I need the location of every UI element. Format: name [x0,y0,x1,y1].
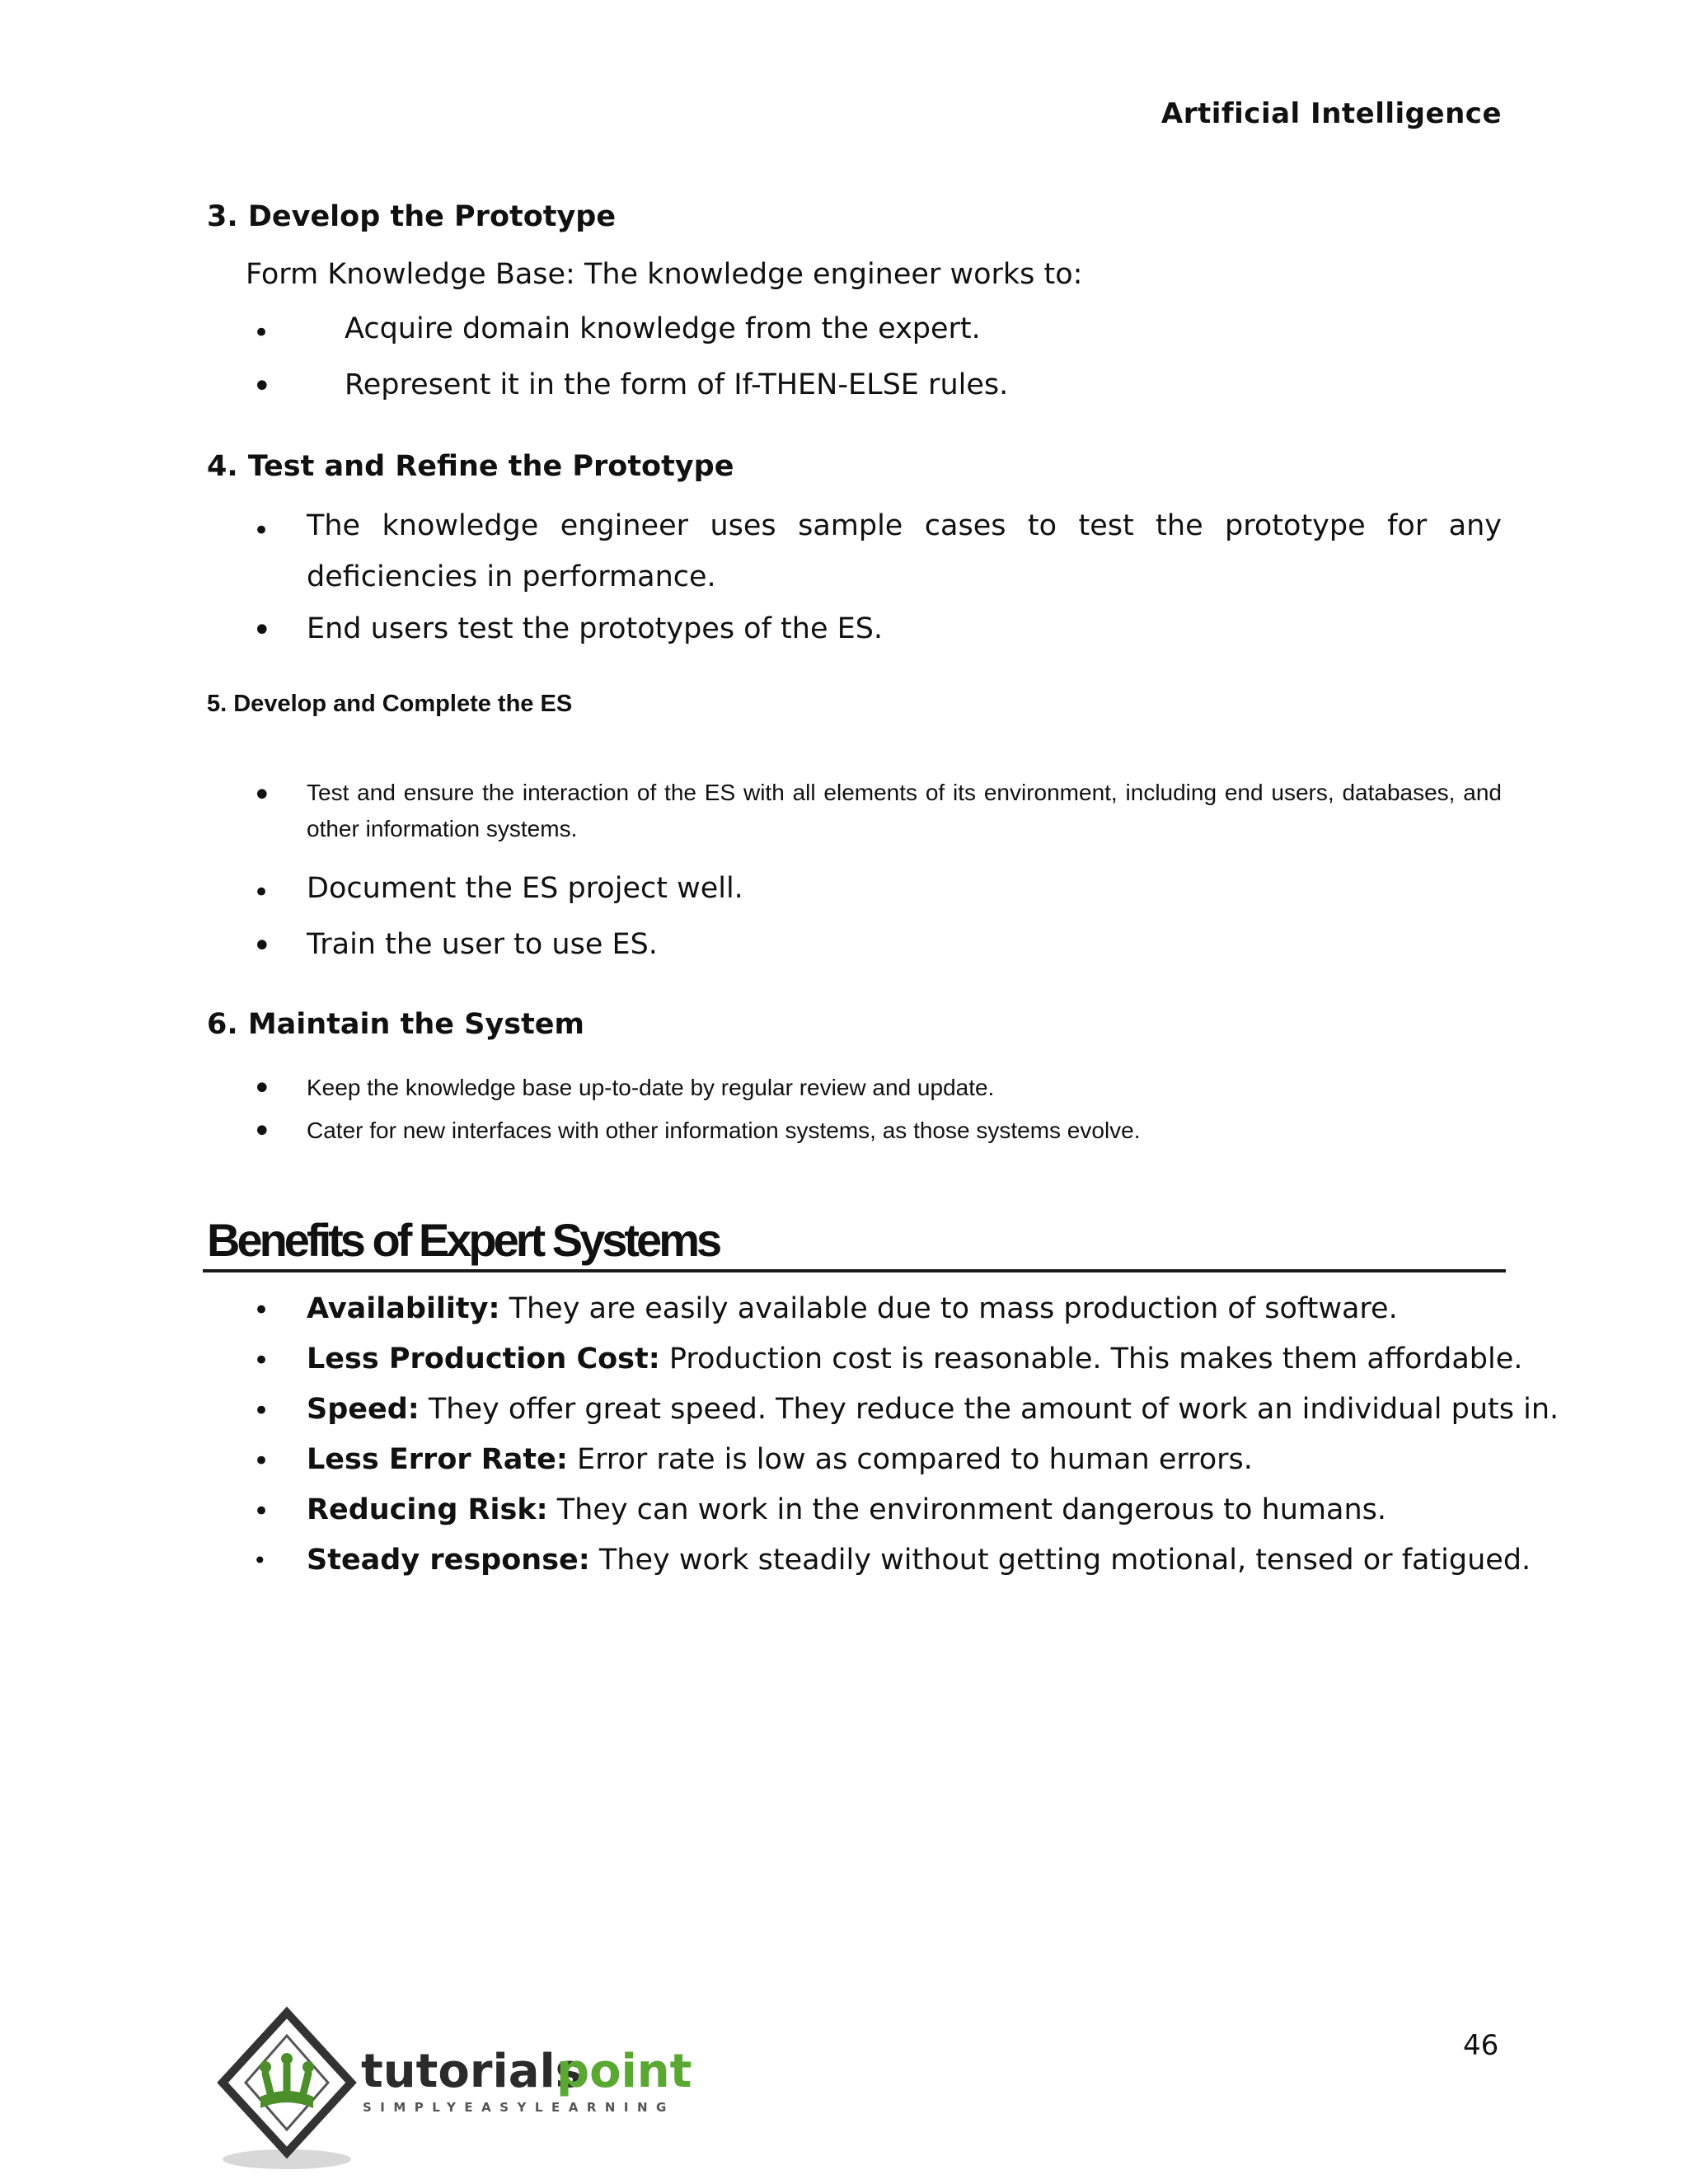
benefit-text: Error rate is low as compared to human errors. [567,1443,1253,1476]
section-divider [203,1269,1506,1272]
benefit-term: Steady response: [307,1544,590,1577]
benefit-text: They can work in the environment dangerous to humans. [547,1493,1387,1526]
page-number: 46 [1463,2029,1499,2062]
bullet-icon: • [253,514,270,547]
logo-text-b: point [556,2045,692,2098]
benefit-term: Speed: [307,1393,420,1426]
bullet-icon: • [253,1495,270,1528]
bullet-icon: • [252,1070,272,1108]
logo-text-a: tutorials [361,2045,584,2098]
benefit-term: Reducing Risk: [307,1493,548,1526]
benefit-item [307,1443,1253,1476]
list-item: Keep the knowledge base up-to-date by regular review and update. [307,1075,995,1100]
running-header: Artificial Intelligence [1160,97,1502,130]
section4-heading: 4. Test and Refine the Prototype [207,450,734,483]
benefit-text: Production cost is reasonable. This makes them affordable. [659,1343,1523,1376]
benefit-item [307,1393,1559,1426]
section6-heading: 6. Maintain the System [207,1008,585,1041]
section3-intro: Form Knowledge Base: The knowledge engineer works to: [246,258,1083,291]
list-item: End users test the prototypes of the ES. [307,612,884,645]
benefit-text: They offer great speed. They reduce the amount of work an individual puts in. [419,1393,1559,1426]
section3-heading: 3. Develop the Prototype [207,200,617,233]
benefit-text: They work steadily without getting motional, tensed or fatigued. [589,1544,1531,1577]
bullet-icon: • [253,1445,270,1478]
tutorialspoint-logo [213,2004,740,2181]
benefit-term: Less Error Rate: [307,1443,568,1476]
list-item: Acquire domain knowledge from the expert. [345,312,981,345]
bullet-icon: • [253,1344,270,1377]
list-item: Train the user to use ES. [307,928,658,961]
bullet-icon: • [253,1394,270,1427]
bullet-icon: • [252,368,272,405]
bullet-icon: • [253,876,270,909]
list-item: The knowledge engineer uses sample cases to test the prototype for any deficiencies in performance. [307,509,1502,593]
benefit-term: Less Production Cost: [307,1343,660,1376]
logo-mark-icon [213,2004,740,2177]
list-item: Test and ensure the interaction of the ES with all elements of its environment, including end users, databases, and other information systems. [307,780,1502,841]
bullet-icon: • [252,1113,272,1151]
bullet-icon: • [252,776,272,814]
benefits-title: Benefits of Expert Systems [207,1214,720,1266]
list-item: Represent it in the form of If-THEN-ELSE rules. [345,368,1009,401]
section5-heading: 5. Develop and Complete the ES [207,691,573,717]
benefit-item [307,1493,1386,1526]
benefit-item [307,1292,1398,1325]
list-item: Document the ES project well. [307,872,743,905]
list-item: Cater for new interfaces with other information systems, as those systems evolve. [307,1118,1141,1143]
benefit-text: They are easily available due to mass production of software. [499,1292,1398,1325]
benefit-item [307,1343,1522,1376]
logo-tagline: SIMPLYEASYLEARNING [363,2100,675,2115]
benefit-term: Availability: [307,1292,500,1325]
bullet-icon: • [252,612,272,649]
bullet-icon: • [253,316,270,349]
bullet-icon: • [252,927,272,965]
benefit-item [307,1544,1531,1577]
bullet-icon: • [253,1294,270,1327]
bullet-icon: • [253,1547,267,1574]
